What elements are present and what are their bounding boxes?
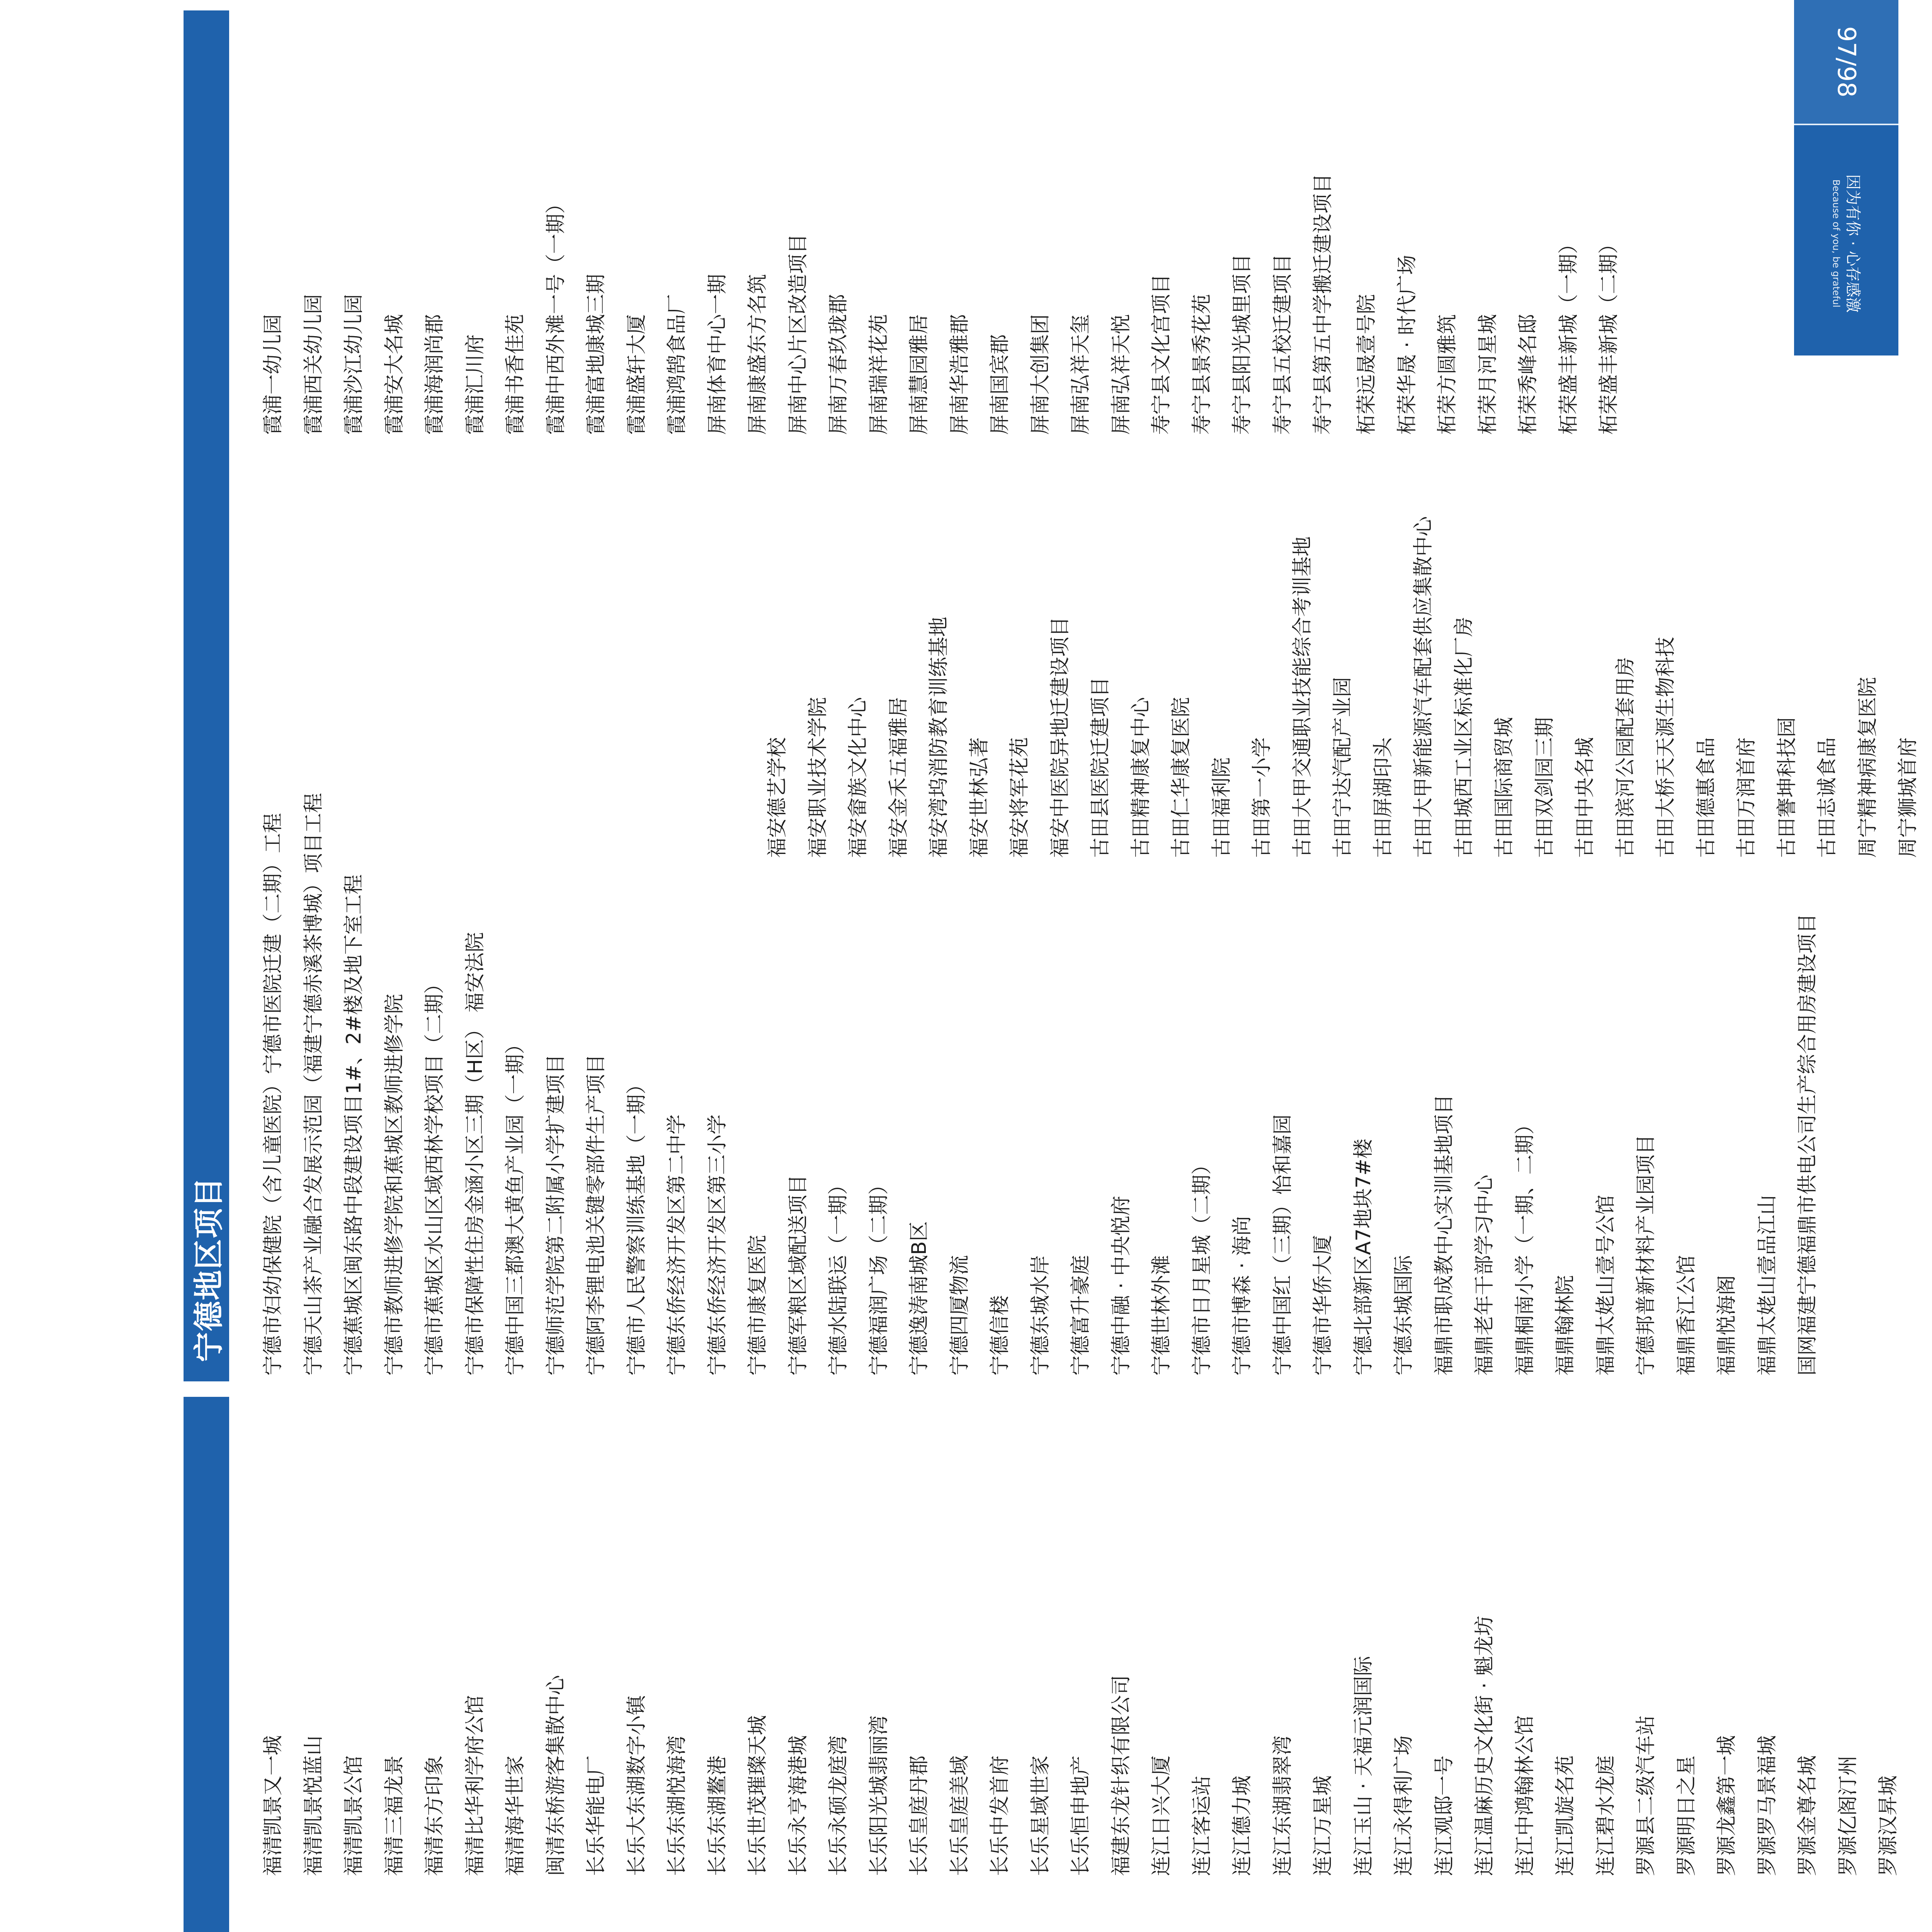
project-item: 福鼎太姥山壹号公馆	[1594, 1194, 1617, 1376]
project-item: 福建东龙针织有限公司	[1109, 1675, 1133, 1876]
project-item: 屏南慧园雅居	[908, 314, 931, 435]
fuzhou-col-3	[253, 1451, 1909, 1876]
project-item: 屏南体育中心一期	[706, 274, 729, 435]
project-item: 福清海华世家	[504, 1755, 527, 1876]
project-item: 宁德市教师进修学院和蕉城区教师进修学院	[383, 993, 406, 1376]
project-item: 柘荣盛丰新城（一期）	[1557, 233, 1580, 435]
project-item	[1929, 452, 1932, 858]
project-item	[1222, 1901, 1263, 1932]
project-item: 古田双剑园三期	[1533, 717, 1556, 858]
project-item: 柘荣秀峰名邸	[1517, 314, 1540, 435]
project-item: 长乐永硕龙庭湾	[827, 1735, 850, 1876]
project-item	[576, 1901, 617, 1932]
project-item: 屏南万春玖珑郡	[827, 294, 850, 435]
project-item: 柘荣华晟 · 时代广场	[1395, 255, 1419, 435]
project-item: 屏南康盛东方名筑	[746, 274, 769, 435]
project-item: 长乐永亨海港城	[786, 1735, 810, 1876]
project-item	[778, 1901, 819, 1932]
project-item	[1626, 1901, 1667, 1932]
project-item	[1707, 1901, 1747, 1932]
project-item: 宁德阿李锂电池关键零部件生产项目	[585, 1054, 608, 1376]
project-item: 连江永得利广场	[1392, 1735, 1415, 1876]
project-item: 霞浦书香佳苑	[504, 314, 527, 435]
project-item: 连江中鸿翰林公馆	[1513, 1715, 1537, 1876]
fuzhou-section	[0, 1397, 1917, 1932]
project-item: 古田第一小学	[1250, 737, 1274, 858]
project-item: 柘荣月河星城	[1476, 314, 1500, 435]
project-item: 连江凯旋名苑	[1554, 1755, 1577, 1876]
project-item: 长乐华能电厂	[585, 1755, 608, 1876]
project-item: 福清东方印象	[423, 1755, 446, 1876]
project-item: 霞浦盛轩大厦	[625, 314, 648, 435]
project-item: 福安金禾五福雅居	[887, 697, 910, 858]
project-item: 罗源罗马景福城	[1755, 1735, 1779, 1876]
project-item	[253, 1901, 294, 1932]
project-item: 长乐东湖鳌港	[706, 1755, 729, 1876]
project-item: 古田德惠食品	[1694, 737, 1718, 858]
project-item: 连江日兴大厦	[1150, 1755, 1173, 1876]
project-item: 罗源汉昇城	[1877, 1775, 1900, 1876]
project-item: 宁德中国三都澳大黄鱼产业园（一期）	[504, 1034, 527, 1376]
project-item: 连江客运站	[1190, 1775, 1214, 1876]
project-item: 宁德东侨经济开发区第三小学	[706, 1114, 729, 1376]
project-item: 宁德东城水岸	[1029, 1255, 1052, 1376]
project-item: 宁德东城国际	[1392, 1255, 1415, 1376]
slogan-english: Because of you, be grateful	[1831, 179, 1842, 308]
project-item: 宁德市日月星城（二期）	[1190, 1154, 1214, 1376]
project-item: 福鼎翰林院	[1554, 1275, 1577, 1376]
project-item	[536, 1901, 577, 1932]
project-item: 宁德蕉城区闽东路中段建设项目1#、2#楼及地下室工程	[342, 874, 366, 1376]
project-item	[334, 1901, 374, 1932]
project-item: 宁德中融 · 中央悦府	[1109, 1196, 1133, 1376]
project-item	[1586, 1901, 1626, 1932]
project-item: 长乐世茂璀璨天城	[746, 1715, 769, 1876]
project-item: 宁德富升豪庭	[1069, 1255, 1092, 1376]
project-item	[697, 1901, 738, 1932]
project-item: 福清三福龙景	[383, 1755, 406, 1876]
project-item: 古田大甲交通职业技能综合考训基地	[1291, 536, 1314, 858]
project-item	[818, 1901, 859, 1932]
project-item: 柘荣盛丰新城（二期）	[1597, 233, 1621, 435]
project-item: 宁德军粮区域配送项目	[786, 1174, 810, 1376]
project-item	[940, 1901, 980, 1932]
project-item	[1747, 1901, 1788, 1932]
project-item: 古田大桥天天源生物科技	[1654, 636, 1677, 858]
page-number-box	[1794, 0, 1898, 125]
project-item: 福清凯景公馆	[342, 1755, 366, 1876]
project-item: 连江碧水龙庭	[1594, 1755, 1617, 1876]
project-item	[1263, 1901, 1303, 1932]
project-item: 古田中央名城	[1573, 737, 1597, 858]
project-item: 长乐恒申地产	[1069, 1755, 1092, 1876]
project-item: 屏南国宾郡	[988, 334, 1012, 435]
project-item: 霞浦海润尚郡	[423, 314, 446, 435]
ningde-col-4	[1347, 56, 1629, 435]
project-item: 古田城西工业区标准化厂房	[1452, 616, 1476, 858]
project-item: 周宁狮城首府	[1896, 737, 1920, 858]
project-item: 屏南华浩雅郡	[948, 314, 971, 435]
project-item: 周宁精神病康复医院	[1856, 677, 1879, 858]
project-item: 柘荣方圆雅筑	[1436, 314, 1459, 435]
project-item	[1424, 1901, 1465, 1932]
project-item	[859, 1901, 900, 1932]
project-item	[980, 1901, 1020, 1932]
project-item: 罗源明日之星	[1675, 1755, 1698, 1876]
project-item: 寿宁县阳光城里项目	[1231, 253, 1254, 435]
project-item: 古田滨河公园配套用房	[1614, 656, 1637, 858]
project-item: 宁德市妇幼保健院（含儿童医院）宁德市医院迁建（二期）工程	[262, 813, 285, 1376]
project-item: 古田万润首府	[1735, 737, 1758, 858]
project-item: 连江温麻历史文化街 · 魁龙坊	[1473, 1616, 1496, 1876]
project-item	[1384, 1901, 1424, 1932]
project-item: 屏南中心片区改造项目	[786, 233, 810, 435]
project-item: 屏南弘祥天悦	[1109, 314, 1133, 435]
project-item: 古田仁华康复医院	[1170, 697, 1193, 858]
project-item: 宁德信楼	[988, 1295, 1012, 1376]
project-item: 罗源龙鑫第一城	[1715, 1735, 1738, 1876]
project-item: 古田县医院迁建项目	[1089, 677, 1112, 858]
project-item: 福鼎桐南小学（一期、二期）	[1513, 1114, 1537, 1376]
project-item: 霞浦富地康城三期	[585, 274, 608, 435]
project-item	[738, 1901, 778, 1932]
project-item: 长乐皇庭美域	[948, 1755, 971, 1876]
fuzhou-col-2	[253, 1901, 1909, 1932]
project-item	[1182, 1901, 1223, 1932]
project-item: 国网福建宁德福鼎市供电公司生产综合用房建设项目	[1796, 913, 1819, 1376]
project-item: 福安德艺学校	[766, 737, 789, 858]
project-item: 霞浦鸿鹄食品厂	[665, 294, 689, 435]
project-item	[899, 1901, 940, 1932]
ningde-title: 宁德地区项目	[192, 1176, 226, 1362]
slogan	[1830, 174, 1863, 313]
project-item: 宁德市博森 · 海尚	[1231, 1216, 1254, 1376]
project-item: 柘荣远晟壹号院	[1355, 294, 1378, 435]
project-item: 宁德市华侨大厦	[1311, 1235, 1335, 1376]
project-item: 寿宁县第五中学搬迁建设项目	[1311, 173, 1335, 435]
project-item: 宁德师范学院第二附属小学扩建项目	[544, 1054, 568, 1376]
project-item: 宁德天山茶产业融合发展示范园（福建宁德赤溪茶博城）项目工程	[302, 793, 325, 1376]
page-tab	[1794, 0, 1898, 355]
project-item: 屏南瑞祥花苑	[867, 314, 891, 435]
project-item: 长乐星域世家	[1029, 1755, 1052, 1876]
project-item: 宁德东侨经济开发区第二中学	[665, 1114, 689, 1376]
project-item	[1101, 1901, 1142, 1932]
project-item: 古田謇坤科技园	[1775, 717, 1799, 858]
project-item	[1505, 1901, 1546, 1932]
project-item: 宁德福润广场（二期）	[867, 1174, 891, 1376]
project-item: 寿宁县文化宫项目	[1150, 274, 1173, 435]
project-item: 福安将军花苑	[1008, 737, 1031, 858]
project-item: 长乐阳光城翡丽湾	[867, 1715, 891, 1876]
project-item	[1787, 1901, 1828, 1932]
project-item: 连江观邸一号	[1432, 1755, 1456, 1876]
project-item	[1344, 1901, 1384, 1932]
project-item: 宁德中国红（三期）怡和嘉园	[1271, 1114, 1294, 1376]
project-item: 福安畲族文化中心	[847, 697, 870, 858]
project-item: 闽清东桥游客集散中心	[544, 1675, 568, 1876]
project-item	[1020, 1901, 1061, 1932]
project-item: 宁德水陆联运（一期）	[827, 1174, 850, 1376]
project-item	[657, 1901, 697, 1932]
project-item: 福鼎太姥山壹品江山	[1755, 1194, 1779, 1376]
project-item: 长乐大东湖数字小镇	[625, 1695, 648, 1876]
project-item: 古田大甲新能源汽车配套供应集散中心	[1412, 516, 1435, 858]
project-item	[1303, 1901, 1344, 1932]
project-item: 福鼎香江公馆	[1675, 1255, 1698, 1376]
project-item	[1061, 1901, 1101, 1932]
project-item: 宁德北部新区A7地块7#楼	[1352, 1138, 1375, 1376]
project-item	[495, 1901, 536, 1932]
project-item: 长乐中发首府	[988, 1755, 1012, 1876]
project-item: 古田福利院	[1210, 757, 1233, 858]
project-item: 福清凯景又一城	[262, 1735, 285, 1876]
project-item: 宁德逸涛南城B区	[908, 1221, 931, 1376]
page-number: 97/98	[1832, 26, 1861, 98]
project-item	[455, 1901, 496, 1932]
project-item: 古田志诚食品	[1816, 737, 1839, 858]
project-item: 寿宁县景秀花苑	[1190, 294, 1214, 435]
project-item: 宁德市蕉城区水山区域西林学校项目（二期）	[423, 973, 446, 1376]
project-item: 福清比华利学府公馆	[463, 1695, 487, 1876]
project-item: 古田宁达汽配产业园	[1331, 677, 1354, 858]
project-item	[1667, 1901, 1707, 1932]
project-item	[294, 1901, 334, 1932]
project-item: 长乐东湖悦海湾	[665, 1735, 689, 1876]
project-item: 古田国际商贸城	[1493, 717, 1516, 858]
project-item: 福安湾坞消防教育训练基地	[927, 616, 951, 858]
project-item: 福安中医院异地迁建设项目	[1048, 616, 1072, 858]
project-item: 宁德邦普新材料产业园项目	[1634, 1134, 1658, 1376]
project-item: 霞浦汇川府	[463, 334, 487, 435]
project-item: 连江玉山 · 天福元润国际	[1352, 1656, 1375, 1876]
project-item: 福鼎市职成教中心实训基地项目	[1432, 1094, 1456, 1376]
project-item: 宁德市保障性住房金涵小区三期（H区） 福安法院	[463, 932, 487, 1376]
ningde-col-2	[757, 452, 1932, 858]
project-item	[1868, 1901, 1909, 1932]
project-item: 罗源亿阁汀州	[1836, 1755, 1860, 1876]
project-item: 连江东湖翡翠湾	[1271, 1735, 1294, 1876]
project-item: 福安职业技术学院	[806, 697, 830, 858]
project-item: 屏南大创集团	[1029, 314, 1052, 435]
project-item	[1141, 1901, 1182, 1932]
project-item: 连江万星城	[1311, 1775, 1335, 1876]
project-item: 连江德力城	[1231, 1775, 1254, 1876]
project-item: 古田精神康复中心	[1129, 697, 1153, 858]
slogan-text: 因为有你 · 心存感激	[1844, 174, 1862, 313]
project-item: 霞浦沙江幼儿园	[342, 294, 366, 435]
project-item: 宁德四厦物流	[948, 1255, 971, 1376]
project-item	[1828, 1901, 1869, 1932]
ningde-col-3	[253, 56, 1344, 435]
project-item: 长乐皇庭丹郡	[908, 1755, 931, 1876]
project-item	[617, 1901, 657, 1932]
project-item: 宁德市人民警察训练基地（一期）	[625, 1074, 648, 1376]
project-item: 霞浦西关幼儿园	[302, 294, 325, 435]
project-item: 福清凯景悦蓝山	[302, 1735, 325, 1876]
project-item: 福鼎老年干部学习中心	[1473, 1174, 1496, 1376]
project-item: 福鼎悦海阁	[1715, 1275, 1738, 1376]
project-item	[415, 1901, 455, 1932]
project-item	[1464, 1901, 1505, 1932]
project-item: 福安世林弘著	[968, 737, 991, 858]
ningde-header	[184, 10, 229, 1381]
project-item: 宁德市康复医院	[746, 1235, 769, 1376]
project-item	[1545, 1901, 1586, 1932]
project-item: 霞浦安大名城	[383, 314, 406, 435]
project-item: 霞浦一幼儿园	[262, 314, 285, 435]
project-item: 古田屏湖印头	[1371, 737, 1395, 858]
project-item: 霞浦中西外滩一号（一期）	[544, 193, 568, 435]
project-item: 屏南弘祥天玺	[1069, 314, 1092, 435]
project-item: 寿宁县五校迁建项目	[1271, 253, 1294, 435]
project-item	[374, 1901, 415, 1932]
project-item: 宁德世林外滩	[1150, 1255, 1173, 1376]
project-item: 罗源县二级汽车站	[1634, 1715, 1658, 1876]
fuzhou-header	[184, 1397, 229, 1932]
project-item: 罗源金尊名城	[1796, 1755, 1819, 1876]
